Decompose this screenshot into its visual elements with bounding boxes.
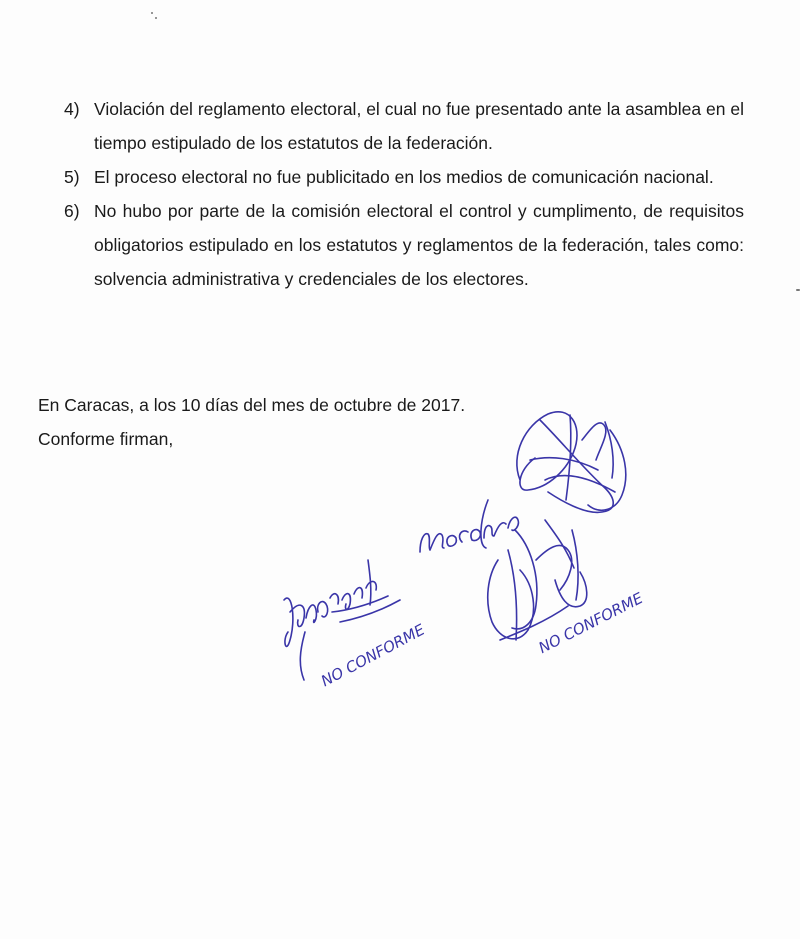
signature-bottom-right xyxy=(488,520,587,640)
list-item xyxy=(64,92,744,160)
signature-left xyxy=(284,560,400,680)
scan-speck xyxy=(151,12,153,14)
item-number: 5) xyxy=(64,167,80,187)
handwritten-note-left xyxy=(318,620,428,690)
item-number: 6) xyxy=(64,201,80,221)
signature-top-right xyxy=(517,412,626,513)
grievance-list xyxy=(64,92,744,296)
closing-block xyxy=(38,388,465,456)
item-text: Violación del reglamento electoral, el cual no fue presentado ante la asamblea en el tiempo estipulado de los estatutos de la federación. xyxy=(94,99,744,153)
scan-speck xyxy=(796,289,800,291)
item-text: No hubo por parte de la comisión electoral el control y cumplimento, de requisitos obligatorios estipulado en los estatutos y reglamentos de la federación, tales como: solvencia administrativa y credenciales de los electores. xyxy=(94,201,744,289)
signoff-line: Conforme firman, xyxy=(38,429,174,449)
svg-text:NO CONFORME: NO CONFORME xyxy=(535,588,646,658)
handwritten-note-center xyxy=(420,500,518,552)
item-number: 4) xyxy=(64,99,80,119)
item-text: El proceso electoral no fue publicitado en los medios de comunicación nacional. xyxy=(94,167,714,187)
list-item xyxy=(64,160,744,194)
scan-speck xyxy=(155,17,157,19)
handwritten-note-right xyxy=(536,589,647,657)
list-item xyxy=(64,194,744,296)
svg-text:NO CONFORME: NO CONFORME xyxy=(318,620,428,691)
place-date-line: En Caracas, a los 10 días del mes de octubre de 2017. xyxy=(38,395,466,415)
